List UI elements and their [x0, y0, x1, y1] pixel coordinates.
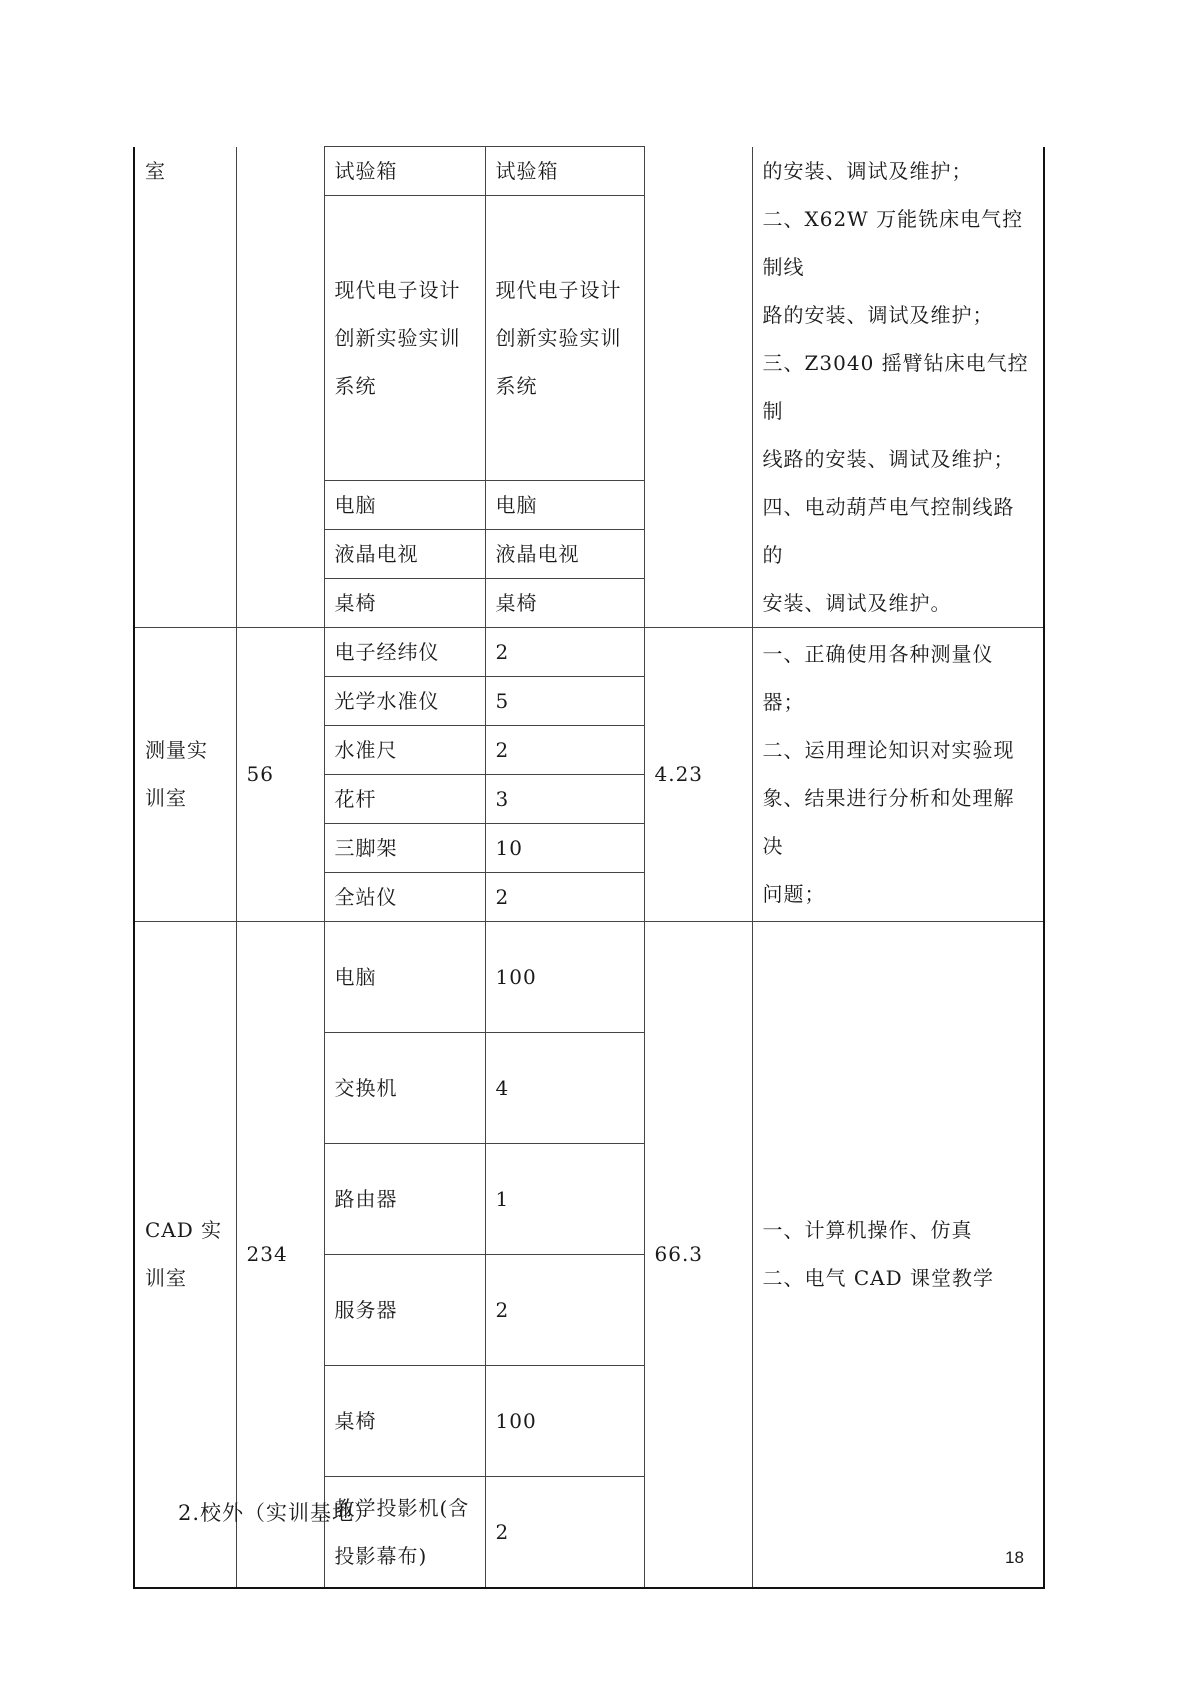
- room-name-cell: [134, 627, 236, 921]
- equipment-name: 桌椅: [334, 1408, 377, 1433]
- equipment-name: 水准尺: [334, 737, 398, 762]
- equipment-name-cell: [324, 1143, 485, 1254]
- equipment-name-cell: [324, 1254, 485, 1365]
- equipment-qty-cell: [485, 1254, 644, 1365]
- content-line: 二、运用理论知识对实验现: [762, 738, 1015, 762]
- equipment-qty-cell: [485, 1032, 644, 1143]
- equipment-name: 现代电子设计创新实验实训系统: [334, 277, 461, 398]
- area-value: 234: [246, 1242, 288, 1266]
- equipment-qty-cell: [485, 147, 644, 196]
- equipment-qty-cell: [485, 725, 644, 774]
- equipment-qty-cell: [485, 1143, 644, 1254]
- equipment-name-cell: [324, 1476, 485, 1588]
- equipment-name-cell: [324, 1365, 485, 1476]
- room-name: 室: [145, 158, 166, 183]
- content-line: 一、正确使用各种测量仪器；: [762, 642, 994, 714]
- room-name: 测量实训室: [145, 738, 208, 810]
- equipment-name: 桌椅: [334, 590, 377, 615]
- area-cell: [236, 147, 324, 628]
- equipment-name-cell: [324, 529, 485, 578]
- equipment-name-cell: [324, 823, 485, 872]
- equipment-qty: 3: [495, 786, 510, 811]
- equipment-name-cell: [324, 1032, 485, 1143]
- equipment-name: 交换机: [334, 1075, 398, 1100]
- equipment-qty: 液晶电视: [495, 541, 580, 566]
- equipment-qty: 电脑: [495, 492, 538, 517]
- content-line: 三、Z3040 摇臂钻床电气控制: [762, 350, 1029, 423]
- equipment-qty-cell: [485, 529, 644, 578]
- equipment-name-cell: [324, 774, 485, 823]
- value-cell: [644, 147, 752, 628]
- content-line: 路的安装、调试及维护；: [762, 302, 994, 327]
- equipment-name-cell: [324, 196, 485, 481]
- equipment-name-cell: [324, 480, 485, 529]
- equipment-name: 光学水准仪: [334, 688, 440, 713]
- equipment-qty-cell: [485, 578, 644, 627]
- content-line: 二、X62W 万能铣床电气控制线: [762, 206, 1024, 279]
- content-line: 问题；: [762, 882, 826, 906]
- content-line: 象、结果进行分析和处理解决: [762, 786, 1015, 858]
- equipment-name: 液晶电视: [334, 541, 419, 566]
- equipment-qty-cell: [485, 823, 644, 872]
- content-cell: [752, 147, 1044, 628]
- equipment-name: 电子经纬仪: [334, 639, 440, 664]
- equipment-qty: 4: [495, 1075, 510, 1100]
- value-cell: [644, 627, 752, 921]
- room-name: CAD 实训室: [145, 1218, 223, 1290]
- content-line: 一、计算机操作、仿真: [762, 1218, 973, 1242]
- equipment-name: 试验箱: [334, 159, 398, 183]
- equipment-qty: 10: [495, 835, 523, 860]
- equipment-qty: 试验箱: [495, 159, 559, 183]
- equipment-qty-cell: [485, 480, 644, 529]
- content-cell: [752, 627, 1044, 921]
- equipment-value: 66.3: [654, 1242, 704, 1266]
- equipment-name-cell: [324, 578, 485, 627]
- equipment-qty-cell: [485, 676, 644, 725]
- equipment-value: 4.23: [654, 762, 704, 786]
- equipment-name: 电脑: [334, 492, 377, 517]
- equipment-name-cell: [324, 147, 485, 196]
- equipment-name: 电脑: [334, 964, 377, 989]
- equipment-name: 全站仪: [334, 884, 398, 909]
- content-cell: [752, 921, 1044, 1588]
- equipment-name: 路由器: [334, 1186, 398, 1211]
- equipment-name-cell: [324, 725, 485, 774]
- area-value: 56: [246, 762, 274, 786]
- equipment-name-cell: [324, 872, 485, 921]
- equipment-qty-cell: [485, 921, 644, 1032]
- equipment-qty: 5: [495, 688, 510, 713]
- equipment-qty-cell: [485, 872, 644, 921]
- value-cell: [644, 921, 752, 1588]
- equipment-name: 三脚架: [334, 835, 398, 860]
- section-heading: 2.校外（实训基地）: [178, 1501, 377, 1525]
- room-name-cell: [134, 921, 236, 1588]
- content-line: 四、电动葫芦电气控制线路的: [762, 494, 1015, 567]
- equipment-qty-cell: [485, 627, 644, 676]
- equipment-qty: 2: [495, 884, 510, 909]
- equipment-qty-cell: [485, 196, 644, 481]
- content-line: 线路的安装、调试及维护；: [762, 446, 1015, 471]
- area-cell: [236, 627, 324, 921]
- equipment-qty: 2: [495, 737, 510, 762]
- room-name-cell: [134, 147, 236, 628]
- equipment-qty: 100: [495, 1408, 537, 1433]
- equipment-name: 教学投影机(含投影幕布): [334, 1495, 470, 1568]
- equipment-qty: 2: [495, 639, 510, 664]
- equipment-qty-cell: [485, 774, 644, 823]
- content-line: 二、电气 CAD 课堂教学: [762, 1266, 994, 1290]
- equipment-qty: 桌椅: [495, 590, 538, 615]
- equipment-name: 花杆: [334, 786, 377, 811]
- equipment-qty-cell: [485, 1476, 644, 1588]
- equipment-name-cell: [324, 921, 485, 1032]
- equipment-qty: 2: [495, 1519, 510, 1544]
- equipment-qty: 2: [495, 1297, 510, 1322]
- content-line: 安装、调试及维护。: [762, 590, 952, 615]
- area-cell: [236, 921, 324, 1588]
- content-line: 的安装、调试及维护；: [762, 158, 973, 183]
- equipment-qty: 100: [495, 964, 537, 989]
- page-number: 18: [1005, 1548, 1024, 1567]
- equipment-qty: 现代电子设计创新实验实训系统: [495, 277, 622, 398]
- equipment-qty-cell: [485, 1365, 644, 1476]
- equipment-qty: 1: [495, 1186, 510, 1211]
- equipment-name-cell: [324, 627, 485, 676]
- equipment-name: 服务器: [334, 1297, 398, 1322]
- equipment-name-cell: [324, 676, 485, 725]
- training-room-table: [133, 146, 1045, 1589]
